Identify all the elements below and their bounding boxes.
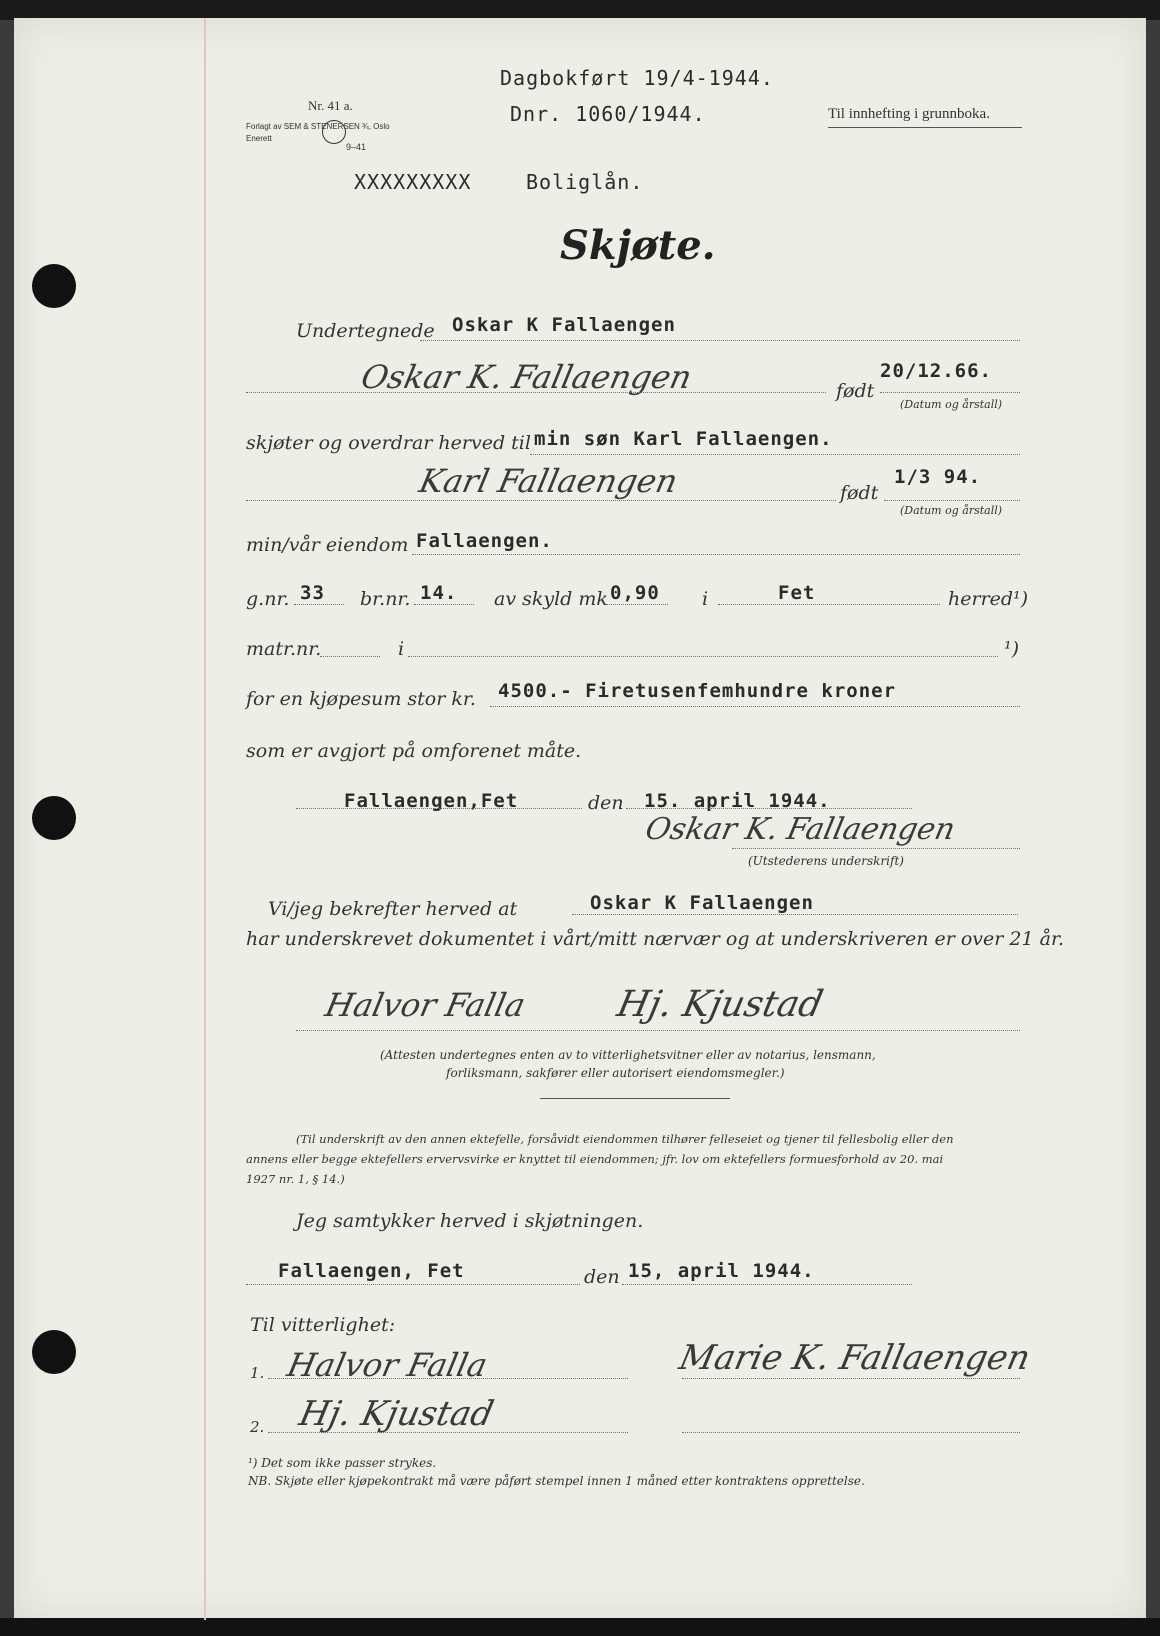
property-name: Fallaengen. bbox=[416, 530, 553, 552]
seller-birth-line bbox=[880, 392, 1020, 393]
section-divider bbox=[540, 1098, 730, 1099]
spouse-note-3: 1927 nr. 1, § 14.) bbox=[246, 1172, 345, 1186]
recipient-line bbox=[530, 454, 1020, 455]
document-title: Skjøte. bbox=[560, 222, 716, 269]
property-line bbox=[412, 554, 1020, 555]
seller-name-typed: Oskar K Fallaengen bbox=[452, 314, 676, 336]
consent-text: Jeg samtykker herved i skjøtningen. bbox=[296, 1210, 644, 1232]
publisher-enerett: Enerett bbox=[246, 134, 272, 143]
consent-extra-line bbox=[682, 1432, 1020, 1433]
margin-rule bbox=[204, 18, 206, 1620]
form-number: Nr. 41 a. bbox=[308, 98, 353, 113]
signing-place-line bbox=[296, 808, 582, 809]
vitterlighet-label: Til vitterlighet: bbox=[250, 1314, 396, 1336]
signing-place: Fallaengen,Fet bbox=[344, 790, 519, 812]
consent-den-label: den bbox=[584, 1266, 620, 1288]
seller-date-hint: (Datum og årstall) bbox=[900, 398, 1003, 411]
spouse-sig-line bbox=[682, 1378, 1020, 1379]
issuer-sig-line bbox=[732, 848, 1020, 849]
innhefting-label: Til innhefting i grunnboka. bbox=[828, 106, 990, 122]
attest-name: Oskar K Fallaengen bbox=[590, 892, 814, 914]
recipient-fodt-label: født bbox=[840, 482, 879, 504]
brnr-label: br.nr. bbox=[360, 588, 411, 610]
spouse-note-1: (Til underskrift av den annen ektefelle, forsåvidt eiendommen tilhører felleseiet og tjener til fellesbolig eller den bbox=[296, 1132, 954, 1146]
consent-place-line bbox=[246, 1284, 580, 1285]
attest-note-1: (Attesten undertegnes enten av to vitterlighetsvitner eller av notarius, lensmann, bbox=[380, 1048, 876, 1062]
witness-line bbox=[296, 1030, 1020, 1031]
issuer-sig-hint: (Utstederens underskrift) bbox=[748, 854, 904, 868]
price-line bbox=[490, 706, 1020, 707]
punch-hole-bottom bbox=[32, 1330, 76, 1374]
brnr-value: 14. bbox=[420, 582, 458, 604]
publisher-line: Forlagt av SEM & STENERSEN ¾, Oslo bbox=[246, 122, 390, 131]
herred-line bbox=[718, 604, 940, 605]
dnr-stamp: Dnr. 1060/1944. bbox=[510, 102, 706, 126]
witness1-signature: Halvor Falla bbox=[321, 986, 529, 1024]
attest-name-line bbox=[572, 914, 1018, 915]
struck-text: XXXXXXXXX bbox=[354, 170, 472, 194]
skyld-line bbox=[606, 604, 668, 605]
attest-label: Vi/jeg bekrefter herved at bbox=[268, 898, 518, 920]
price-amount: 4500.- Firetusenfemhundre kroner bbox=[498, 680, 897, 702]
spouse-note-2: annens eller begge ektefellers ervervsvirke er knyttet til eiendommen; jfr. lov om ektefellers formuesforhold av 20. mai bbox=[246, 1152, 944, 1166]
publisher-logo-icon bbox=[322, 120, 346, 144]
consent-place: Fallaengen, Fet bbox=[278, 1260, 465, 1282]
issuer-signature: Oskar K. Fallaengen bbox=[642, 812, 959, 847]
seller-fodt-label: født bbox=[836, 380, 875, 402]
signing-date-line bbox=[626, 808, 912, 809]
gnr-label: g.nr. bbox=[246, 588, 290, 610]
recipient-birth-date: 1/3 94. bbox=[894, 466, 982, 488]
matr-label: matr.nr. bbox=[246, 638, 322, 660]
signing-date: 15. april 1944. bbox=[644, 790, 831, 812]
property-label: min/vår eiendom bbox=[246, 534, 409, 556]
matr-line bbox=[320, 656, 380, 657]
dagbok-stamp: Dagbokført 19/4-1944. bbox=[500, 66, 774, 90]
footnote-1: ¹) Det som ikke passer strykes. bbox=[248, 1456, 437, 1470]
consent-witness1-signature: Halvor Falla bbox=[283, 1346, 491, 1384]
price-label: for en kjøpesum stor kr. bbox=[246, 688, 476, 710]
seller-label: Undertegnede bbox=[296, 320, 435, 342]
herred-label: herred¹) bbox=[948, 588, 1029, 610]
transfer-label: skjøter og overdrar herved til bbox=[246, 432, 531, 454]
spouse-signature: Marie K. Fallaengen bbox=[675, 1338, 1034, 1378]
gnr-value: 33 bbox=[300, 582, 325, 604]
recipient-birth-line bbox=[884, 500, 1020, 501]
recipient-sig-line bbox=[246, 500, 836, 501]
punch-hole-top bbox=[32, 264, 76, 308]
punch-hole-middle bbox=[32, 796, 76, 840]
publisher-date: 9–41 bbox=[346, 142, 367, 152]
skyld-label: av skyld mk bbox=[494, 588, 608, 610]
seller-sig-line bbox=[246, 392, 826, 393]
matr-note: ¹) bbox=[1004, 638, 1020, 660]
recipient-date-hint: (Datum og årstall) bbox=[900, 504, 1003, 517]
brnr-line bbox=[414, 604, 474, 605]
i-label: i bbox=[702, 588, 709, 610]
scan-bottom-edge bbox=[0, 1618, 1160, 1636]
gnr-line bbox=[294, 604, 344, 605]
attest-text: har underskrevet dokumentet i vårt/mitt nærvær og at underskriveren er over 21 år. bbox=[246, 928, 1064, 950]
seller-birth-date: 20/12.66. bbox=[880, 360, 992, 382]
recipient-typed: min søn Karl Fallaengen. bbox=[534, 428, 833, 450]
settled-text: som er avgjort på omforenet måte. bbox=[246, 740, 582, 762]
loan-type: Boliglån. bbox=[526, 170, 644, 194]
consent-date-line bbox=[622, 1284, 912, 1285]
consent-witness2-signature: Hj. Kjustad bbox=[295, 1394, 498, 1434]
attest-note-2: forliksmann, sakfører eller autorisert eiendomsmegler.) bbox=[446, 1066, 785, 1080]
matr-i-line bbox=[408, 656, 998, 657]
consent-witness1-line bbox=[268, 1378, 628, 1379]
innhefting-underline bbox=[828, 127, 1022, 128]
matr-i-label: i bbox=[398, 638, 405, 660]
seller-signature: Oskar K. Fallaengen bbox=[357, 358, 696, 396]
seller-line bbox=[420, 340, 1020, 341]
skyld-value: 0,90 bbox=[610, 582, 660, 604]
scan-top-edge bbox=[0, 0, 1160, 20]
witness-num-1: 1. bbox=[250, 1364, 265, 1382]
witness-num-2: 2. bbox=[250, 1418, 265, 1436]
recipient-signature: Karl Fallaengen bbox=[415, 462, 681, 500]
footnote-2: NB. Skjøte eller kjøpekontrakt må være påført stempel innen 1 måned etter kontraktens opprettelse. bbox=[248, 1474, 865, 1488]
herred-name: Fet bbox=[778, 582, 816, 604]
witness2-signature: Hj. Kjustad bbox=[613, 984, 827, 1025]
consent-date: 15, april 1944. bbox=[628, 1260, 815, 1282]
consent-witness2-line bbox=[268, 1432, 628, 1433]
signing-den-label: den bbox=[588, 792, 624, 814]
